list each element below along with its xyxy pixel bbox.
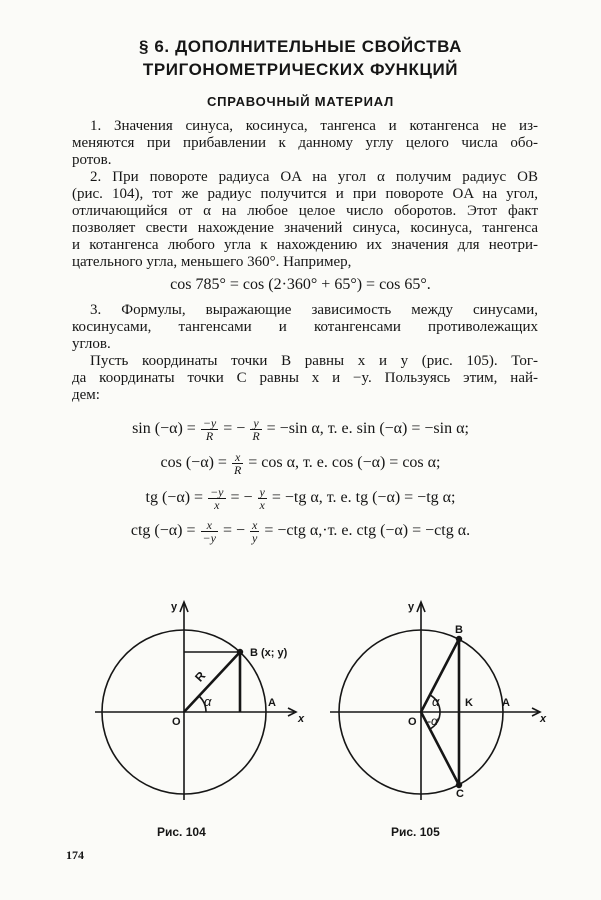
label-x: x [540, 713, 547, 725]
label-A: A [502, 697, 510, 709]
paragraph-line: ротов. [72, 152, 112, 168]
section-title-line1: § 6. ДОПОЛНИТЕЛЬНЫЕ СВОЙСТВА [138, 37, 463, 56]
fraction-denominator: y [252, 531, 258, 545]
fraction-denominator: x [214, 498, 220, 512]
radius-OB [421, 639, 459, 712]
formula-lhs: tg (−α) = [145, 489, 204, 507]
fraction-numerator: x [252, 518, 258, 532]
fraction-numerator: −y [202, 416, 217, 430]
formula-rhs: = −ctg α,·т. е. ctg (−α) = −ctg α. [264, 522, 471, 540]
point-B [238, 650, 243, 655]
point-B [457, 637, 462, 642]
formula-lhs: ctg (−α) = [130, 522, 196, 540]
page-number: 174 [66, 848, 84, 862]
section-subtitle: СПРАВОЧНЫЙ МАТЕРИАЛ [206, 94, 395, 109]
paragraph-line: цательного угла, меньшего 360°. Например, [72, 254, 352, 270]
paragraph-line: отличающийся от α на любое целое число оборотов. Этот факт [72, 203, 538, 219]
formula-operator: = − [230, 489, 253, 507]
example-formula: cos 785° = cos (2·360° + 65°) = cos 65°. [170, 276, 431, 293]
paragraph-line: меняются при прибавлении к данному углу целого числа обо- [72, 135, 538, 151]
point-C [457, 783, 462, 788]
figure-104 [95, 602, 296, 800]
fraction-denominator: R [252, 429, 260, 443]
fraction-numerator: y [259, 485, 265, 499]
label-x: x [298, 713, 305, 725]
paragraph-line: 3. Формулы, выражающие зависимость между синусами, [90, 302, 538, 318]
paragraph-line: Пусть координаты точки B равны x и y (рис. 105). Тог- [90, 353, 538, 369]
label-neg-alpha: -α [427, 714, 438, 728]
fraction-numerator: x [232, 451, 243, 464]
formula-lhs: cos (−α) = [160, 454, 227, 472]
label-alpha: α [432, 694, 440, 709]
fraction-denominator: R [205, 429, 214, 443]
paragraph-line: (рис. 104), тот же радиус получится и при повороте OA на угол, [72, 186, 538, 202]
fraction-denominator: −y [202, 531, 216, 545]
section-title-line2: ТРИГОНОМЕТРИЧЕСКИХ ФУНКЦИЙ [142, 60, 459, 79]
fraction-numerator: −y [210, 485, 224, 499]
label-y: y [171, 601, 178, 613]
paragraph-line: и котангенса любого угла к нахождению их значения для неотри- [72, 237, 538, 253]
formula-rhs: = −tg α, т. е. tg (−α) = −tg α; [271, 489, 456, 507]
label-R: R [192, 668, 209, 685]
caption-105: Рис. 105 [391, 825, 440, 839]
paragraph-line: косинусами, тангенсами и котангенсами противолежащих [72, 319, 538, 335]
paragraph-line: дем: [72, 387, 100, 403]
formula-rhs: = −sin α, т. е. sin (−α) = −sin α; [266, 420, 469, 438]
formula-operator: = − [223, 420, 246, 438]
label-O: O [172, 716, 181, 728]
paragraph-line: 1. Значения синуса, косинуса, тангенса и котангенса не из- [90, 118, 538, 134]
label-y: y [408, 601, 415, 613]
label-B: B [455, 624, 463, 636]
label-O: O [408, 716, 417, 728]
formula-lhs: sin (−α) = [132, 420, 196, 438]
label-A: A [268, 697, 276, 709]
label-alpha: α [204, 694, 212, 709]
fraction-denominator: x [259, 498, 265, 512]
fraction-numerator: y [250, 417, 261, 430]
label-C: C [456, 788, 464, 800]
label-B: B (x; y) [250, 647, 288, 659]
radius-OB [184, 652, 240, 712]
formula-rhs: = cos α, т. е. cos (−α) = cos α; [248, 454, 441, 472]
paragraph-line: позволяет свести нахождение значений синуса, косинуса, тангенса [72, 220, 538, 236]
fraction-denominator: R [233, 463, 242, 477]
fraction-numerator: x [201, 519, 218, 532]
label-K: K [465, 697, 473, 709]
figure-104-labels [171, 601, 305, 728]
caption-104: Рис. 104 [157, 825, 206, 839]
paragraph-line: да координаты точки C равны x и −y. Пользуясь этим, най- [72, 370, 538, 386]
paragraph-line: углов. [72, 336, 111, 352]
formula-operator: = − [222, 522, 245, 540]
paragraph-line: 2. При повороте радиуса OA на угол α получим радиус OB [90, 169, 538, 185]
